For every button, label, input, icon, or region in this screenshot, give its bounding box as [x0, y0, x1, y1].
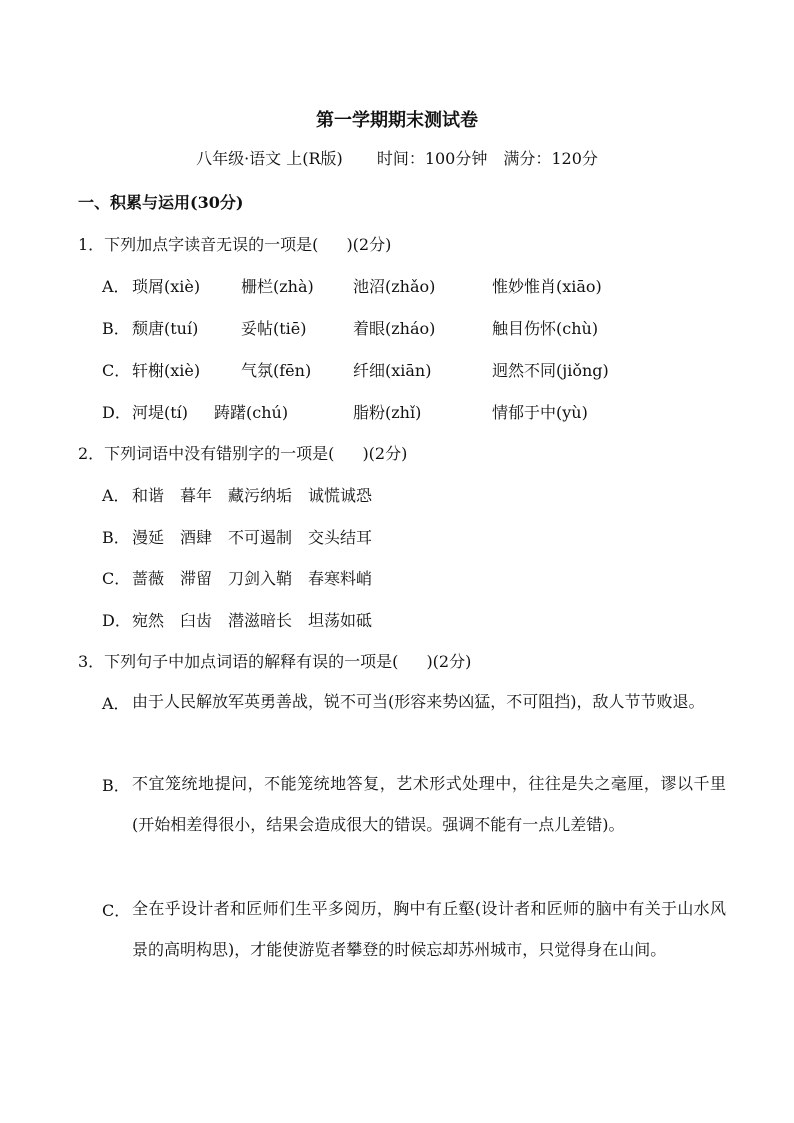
option-label: B．: [102, 319, 130, 338]
option-item: 惟妙惟肖(xiāo): [492, 277, 602, 296]
question-stem-text: 3．下列句子中加点词语的解释有误的一项是(: [78, 652, 399, 671]
option-item: 气氛(fēn): [241, 361, 312, 380]
option-label: C．: [102, 569, 131, 588]
option-item: 轩榭(xiè): [132, 361, 201, 380]
q1-option-c[interactable]: [102, 358, 132, 381]
option-item: 琐屑(xiè): [132, 277, 201, 296]
exam-info: [0, 146, 794, 169]
option-item: 栅栏(zhà): [241, 277, 314, 296]
q2-option-a[interactable]: [102, 483, 372, 506]
option-label: A．: [102, 694, 130, 713]
q2-option-b[interactable]: [102, 525, 372, 548]
option-item: 池沼(zhǎo): [353, 277, 436, 296]
question-stem-text: 1．下列加点字读音无误的一项是(: [78, 235, 319, 254]
q1-option-d[interactable]: [102, 400, 132, 423]
option-label: C．: [102, 901, 131, 920]
option-text: 由于人民解放军英勇善战，锐不可当(形容来势凶猛，不可阻挡)，敌人节节败退。: [132, 692, 705, 711]
option-label: D．: [102, 403, 131, 422]
section-heading: 一、积累与运用(30分): [78, 193, 244, 212]
option-item: 妥帖(tiē): [241, 319, 307, 338]
exam-title: 第一学期期末测试卷: [316, 110, 478, 131]
question-1-stem: [78, 232, 391, 255]
option-item: 脂粉(zhǐ): [353, 403, 422, 422]
question-stem-text: 2．下列词语中没有错别字的一项是(: [78, 444, 335, 463]
option-label: B．: [102, 528, 130, 547]
option-item: 踌躇(chú): [214, 403, 289, 422]
option-label: C．: [102, 361, 131, 380]
q2-option-c[interactable]: [102, 566, 372, 589]
option-label: A．: [102, 486, 130, 505]
option-item: 迥然不同(jiǒng): [492, 361, 609, 380]
q2-option-d[interactable]: [102, 608, 372, 631]
question-score: )(2分): [346, 235, 392, 254]
option-item: 河堤(tí): [132, 403, 189, 422]
option-label: A．: [102, 277, 130, 296]
question-score: )(2分): [362, 444, 408, 463]
question-3-stem: [78, 649, 471, 672]
option-text: 漫延 酒肆 不可遏制 交头结耳: [132, 528, 373, 547]
score-label: 满分：120分: [503, 149, 598, 168]
option-label: D．: [102, 611, 131, 630]
option-text: 宛然 臼齿 潜滋暗长 坦荡如砥: [132, 611, 373, 630]
option-item: 颓唐(tuí): [132, 319, 199, 338]
option-label: B．: [102, 776, 130, 795]
option-text: 全在乎设计者和匠师们生平多阅历，胸中有丘壑(设计者和匠师的脑中有关于山水风景的高明构思)，才能使游览者攀登的时候忘却苏州城市，只觉得身在山间。: [132, 899, 726, 959]
time-label: 时间：100分钟: [376, 149, 488, 168]
q1-option-b[interactable]: [102, 316, 132, 339]
question-2-stem: [78, 441, 407, 464]
question-score: )(2分): [426, 652, 472, 671]
option-text: 不宜笼统地提问，不能笼统地答复，艺术形式处理中，往往是失之毫厘，谬以千里(开始相差得很小，结果会造成很大的错误。强调不能有一点儿差错)。: [132, 774, 726, 834]
option-item: 着眼(zháo): [353, 319, 436, 338]
option-item: 触目伤怀(chù): [492, 319, 599, 338]
option-item: 纤细(xiān): [353, 361, 432, 380]
option-text: 和谐 暮年 藏污纳垢 诚慌诚恐: [132, 486, 373, 505]
option-item: 情郁于中(yù): [492, 403, 588, 422]
grade-label: 八年级·语文 上(R版): [196, 149, 343, 168]
option-text: 蔷薇 滞留 刀剑入鞘 春寒料峭: [132, 569, 373, 588]
q1-option-a[interactable]: [102, 274, 132, 297]
